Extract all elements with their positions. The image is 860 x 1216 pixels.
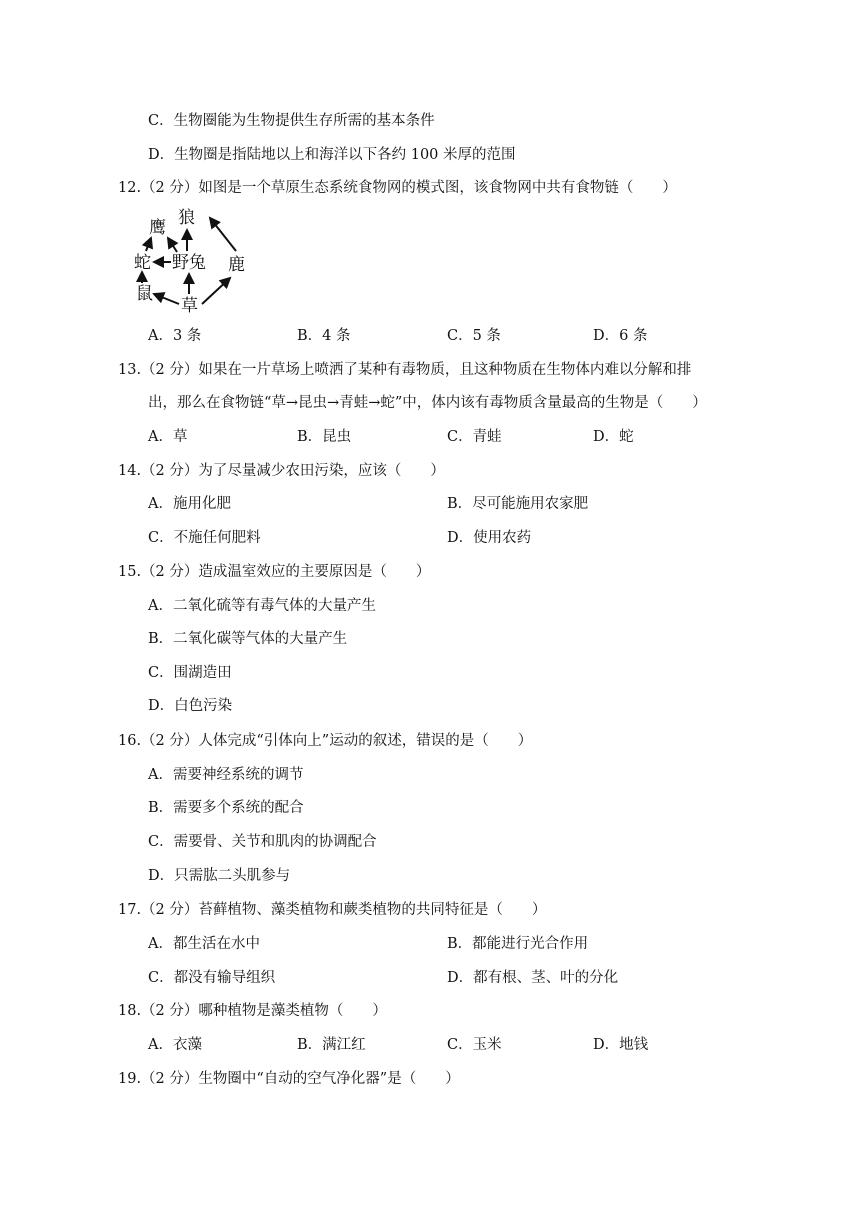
question-18: 18.（2 分）哪种植物是藻类植物（ ） (118, 1003, 387, 1019)
arrow-rabbit-eagle (168, 238, 177, 252)
question-19: 19.（2 分）生物圈中“自动的空气净化器”是（ ） (118, 1071, 460, 1087)
arrow-snake-eagle (146, 238, 151, 251)
q18-option-b: B．满江红 (297, 1037, 366, 1053)
question-15: 15.（2 分）造成温室效应的主要原因是（ ） (118, 564, 431, 580)
question-13-line-1: 13.（2 分）如果在一片草场上喷洒了某种有毒物质，且这种物质在生物体内难以分解和排 (118, 362, 692, 378)
node-mouse: 鼠 (136, 284, 153, 304)
q13-option-d: D．蛇 (593, 429, 634, 445)
q11-option-c: C．生物圈能为生物提供生存所需的基本条件 (148, 113, 435, 129)
q15-option-b: B．二氧化碳等气体的大量产生 (148, 631, 348, 647)
node-wolf: 狼 (178, 208, 195, 228)
q18-option-d: D．地钱 (593, 1037, 649, 1053)
arrow-grass-deer (202, 278, 230, 304)
q14-option-c: C．不施任何肥料 (148, 530, 261, 546)
q15-option-c: C．围湖造田 (148, 665, 232, 681)
q14-option-b: B．尽可能施用农家肥 (447, 496, 589, 512)
q14-option-a: A．施用化肥 (148, 496, 231, 512)
q12-option-d: D．6 条 (593, 328, 648, 344)
q17-option-d: D．都有根、茎、叶的分化 (447, 970, 619, 986)
q17-option-a: A．都生活在水中 (148, 936, 260, 952)
q12-option-a: A．3 条 (148, 328, 202, 344)
arrow-deer-wolf (210, 218, 236, 251)
question-12: 12.（2 分）如图是一个草原生态系统食物网的模式图，该食物网中共有食物链（ ） (118, 180, 677, 196)
q13-option-b: B．昆虫 (297, 429, 352, 445)
q15-option-d: D．白色污染 (148, 698, 233, 714)
q12-option-c: C．5 条 (447, 328, 501, 344)
q18-option-a: A．衣藻 (148, 1037, 202, 1053)
q12-option-b: B．4 条 (297, 328, 351, 344)
q16-option-d: D．只需肱二头肌参与 (148, 868, 291, 884)
node-grass: 草 (181, 296, 198, 316)
q17-option-c: C．都没有输导组织 (148, 970, 276, 986)
q16-option-b: B．需要多个系统的配合 (148, 800, 304, 816)
question-16: 16.（2 分）人体完成“引体向上”运动的叙述，错误的是（ ） (118, 733, 533, 749)
food-web-diagram (130, 206, 254, 318)
node-eagle: 鹰 (149, 218, 166, 238)
q13-option-c: C．青蛙 (447, 429, 502, 445)
node-deer: 鹿 (228, 255, 245, 275)
node-snake: 蛇 (134, 253, 151, 273)
q11-option-d: D．生物圈是指陆地以上和海洋以下各约 100 米厚的范围 (148, 147, 516, 163)
q15-option-a: A．二氧化硫等有毒气体的大量产生 (148, 598, 376, 614)
question-17: 17.（2 分）苔藓植物、藻类植物和蕨类植物的共同特征是（ ） (118, 902, 547, 918)
arrow-grass-mouse (154, 294, 179, 304)
q14-option-d: D．使用农药 (447, 530, 532, 546)
question-13-line-2: 出，那么在食物链“草→昆虫→青蛙→蛇”中，体内该有毒物质含量最高的生物是（ ） (148, 395, 707, 411)
q17-option-b: B．都能进行光合作用 (447, 936, 589, 952)
q18-option-c: C．玉米 (447, 1037, 502, 1053)
question-14: 14.（2 分）为了尽量减少农田污染，应该（ ） (118, 463, 445, 479)
q13-option-a: A．草 (148, 429, 188, 445)
node-rabbit: 野兔 (172, 253, 206, 273)
q16-option-c: C．需要骨、关节和肌肉的协调配合 (148, 834, 377, 850)
q16-option-a: A．需要神经系统的调节 (148, 767, 304, 783)
